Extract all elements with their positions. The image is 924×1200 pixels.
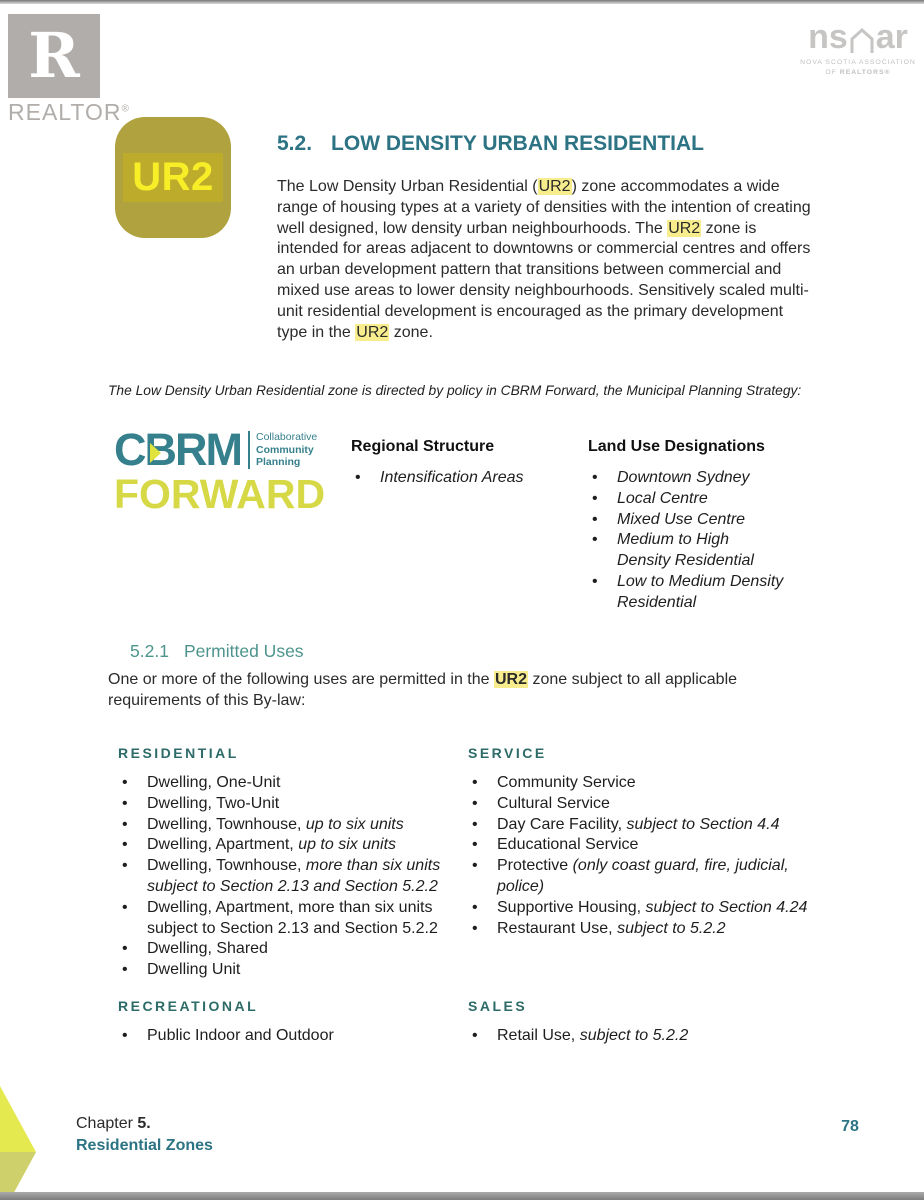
list-item: • Dwelling Unit — [147, 960, 463, 981]
use-group-sales — [468, 998, 833, 1047]
list-item: • Downtown Sydney — [617, 468, 784, 489]
list-item: • Dwelling, Apartment, up to six units — [147, 835, 463, 856]
section-title: LOW DENSITY URBAN RESIDENTIAL — [331, 132, 704, 155]
list-item: • Dwelling, Shared — [147, 939, 463, 960]
list-item: • Dwelling, Townhouse, up to six units — [147, 815, 463, 836]
policy-note: The Low Density Urban Residential zone is directed by policy in CBRM Forward, the Municipal Planning Strategy: — [108, 383, 802, 398]
use-group-residential-title: RESIDENTIAL — [118, 745, 239, 761]
list-item: • Restaurant Use, subject to 5.2.2 — [497, 919, 833, 940]
subsection-heading — [130, 641, 304, 662]
regional-structure-list — [351, 468, 561, 489]
nsar-tagline-line1: NOVA SCOTIA ASSOCIATION — [800, 59, 916, 66]
zone-badge — [115, 117, 231, 238]
cbrm-tagline: Collaborative Community Planning — [248, 431, 317, 469]
use-group-sales-list — [468, 1026, 833, 1047]
list-item: • Dwelling, One-Unit — [147, 773, 463, 794]
forward-wordmark: FORWARD — [114, 470, 326, 517]
realtor-logo-label: REALTOR® — [8, 99, 130, 125]
land-use-title: Land Use Designations — [588, 438, 765, 455]
subsection-number: 5.2.1 — [130, 641, 169, 661]
zone-badge-label: UR2 — [123, 153, 223, 202]
list-item: • Dwelling, Townhouse, more than six units subject to Section 2.13 and Section 5.2.2 — [147, 856, 463, 898]
footer-chapter-line: Chapter 5. — [76, 1115, 151, 1132]
list-item: • Protective (only coast guard, fire, judicial, police) — [497, 856, 833, 898]
use-group-residential — [118, 745, 463, 981]
cbrm-forward-logo — [114, 424, 329, 517]
subsection-title: Permitted Uses — [183, 641, 304, 661]
list-item: • Low to Medium Density Residential — [617, 572, 784, 614]
corner-chevron-decoration — [0, 1082, 60, 1200]
use-group-service-title: SERVICE — [468, 745, 547, 761]
list-item: • Medium to High Density Residential — [617, 530, 784, 572]
list-item: • Intensification Areas — [380, 468, 561, 489]
list-item: • Public Indoor and Outdoor — [147, 1026, 463, 1047]
realtor-logo-icon — [8, 14, 100, 98]
page-number: 78 — [841, 1118, 859, 1135]
page-bottom-edge — [0, 1192, 924, 1200]
nsar-wordmark: ns ar — [808, 18, 908, 56]
cbrm-arrow-icon — [150, 443, 161, 463]
list-item: • Dwelling, Two-Unit — [147, 794, 463, 815]
nsar-tagline-line2: OF REALTORS® — [825, 69, 891, 77]
list-item: • Mixed Use Centre — [617, 510, 784, 531]
realtor-r-glyph: R — [28, 19, 80, 92]
house-icon — [849, 27, 875, 54]
use-group-recreational-list — [118, 1026, 463, 1047]
use-group-service-list — [468, 773, 833, 939]
list-item: • Community Service — [497, 773, 833, 794]
nsar-tagline — [798, 58, 918, 78]
page-top-edge — [0, 0, 924, 4]
regional-structure-column — [351, 438, 561, 489]
list-item: • Local Centre — [617, 489, 784, 510]
use-group-service — [468, 745, 833, 939]
use-group-recreational-title: RECREATIONAL — [118, 998, 259, 1014]
section-heading — [277, 132, 704, 156]
use-group-recreational — [118, 998, 463, 1047]
list-item: • Retail Use, subject to 5.2.2 — [497, 1026, 833, 1047]
registered-mark: ® — [121, 103, 130, 115]
cbrm-wordmark: CBRM — [114, 424, 241, 475]
use-group-residential-list — [118, 773, 463, 981]
nsar-logo — [798, 20, 918, 78]
footer-chapter — [76, 1113, 213, 1156]
regional-structure-title: Regional Structure — [351, 438, 495, 455]
use-group-sales-title: SALES — [468, 998, 528, 1014]
list-item: • Dwelling, Apartment, more than six units subject to Section 2.13 and Section 5.2.2 — [147, 898, 463, 940]
land-use-list — [588, 468, 784, 614]
list-item: • Cultural Service — [497, 794, 833, 815]
list-item: • Supportive Housing, subject to Section 4.24 — [497, 898, 833, 919]
list-item: • Day Care Facility, subject to Section 4.4 — [497, 815, 833, 836]
section-number: 5.2. — [277, 132, 313, 155]
footer-chapter-title: Residential Zones — [76, 1136, 213, 1154]
lead-paragraph: The Low Density Urban Residential (UR2) zone accommodates a wide range of housing types at a variety of densities with the intention of creating well designed, low density urban neighbourhoods. The UR2 zone is intended for areas adjacent to downtowns or commercial centres and offers an urban development pattern that transitions between commercial and mixed use areas to lower density neighbourhoods. Sensitively scaled multi-unit residential development is encouraged as the primary development type in the UR2 zone. — [277, 178, 811, 341]
list-item: • Educational Service — [497, 835, 833, 856]
land-use-column — [588, 438, 784, 614]
realtor-logo — [8, 14, 130, 124]
permitted-uses-intro: One or more of the following uses are permitted in the UR2 zone subject to all applicable requirements of this By-law: — [108, 671, 738, 709]
